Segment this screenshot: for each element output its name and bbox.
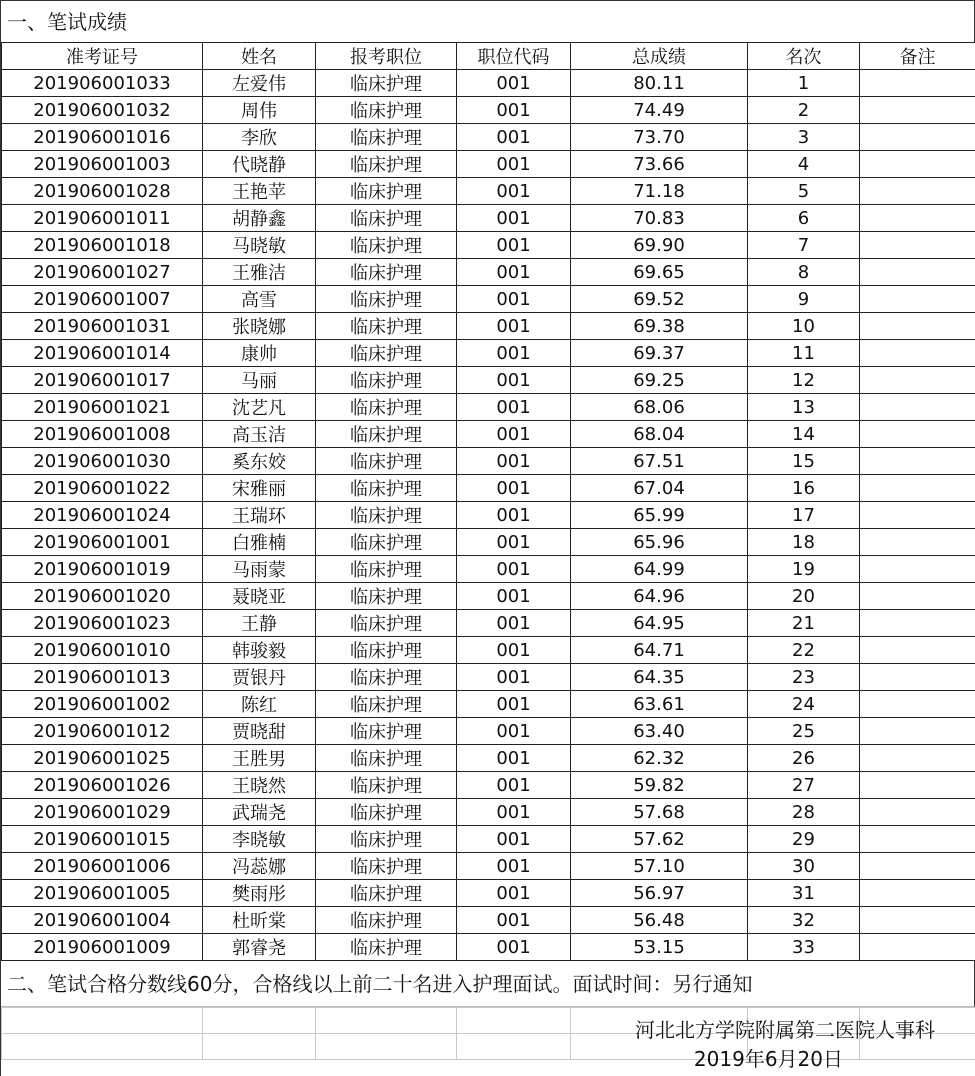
- table-row: [2, 583, 975, 610]
- cell-position-code[interactable]: 001: [457, 124, 571, 151]
- cell-exam-id[interactable]: 201906001023: [2, 610, 203, 637]
- cell-total-score[interactable]: 57.10: [571, 853, 748, 880]
- cell-position[interactable]: 临床护理: [316, 205, 457, 232]
- cell-rank[interactable]: 26: [748, 745, 860, 772]
- cell-position[interactable]: 临床护理: [316, 178, 457, 205]
- cell-exam-id[interactable]: 201906001009: [2, 934, 203, 961]
- table-row: [2, 529, 975, 556]
- cell-exam-id[interactable]: 201906001033: [2, 70, 203, 97]
- cell-position-code[interactable]: 001: [457, 313, 571, 340]
- cell-position-code[interactable]: 001: [457, 556, 571, 583]
- cell-position-code[interactable]: 001: [457, 799, 571, 826]
- cell-rank[interactable]: 6: [748, 205, 860, 232]
- cell-total-score[interactable]: 64.96: [571, 583, 748, 610]
- table-row: [2, 259, 975, 286]
- cell-remarks[interactable]: [860, 448, 975, 475]
- cell-exam-id[interactable]: 201906001011: [2, 205, 203, 232]
- cell-position-code[interactable]: 001: [457, 97, 571, 124]
- cell-remarks[interactable]: [860, 124, 975, 151]
- table-row: [2, 286, 975, 313]
- cell-position[interactable]: 临床护理: [316, 799, 457, 826]
- cell-remarks[interactable]: [860, 97, 975, 124]
- cell-remarks[interactable]: [860, 745, 975, 772]
- cell-exam-id[interactable]: 201906001031: [2, 313, 203, 340]
- cell-total-score[interactable]: 68.06: [571, 394, 748, 421]
- cell-rank[interactable]: 25: [748, 718, 860, 745]
- cell-remarks[interactable]: [860, 637, 975, 664]
- cell-position[interactable]: 临床护理: [316, 70, 457, 97]
- table-row: [2, 664, 975, 691]
- cell-remarks[interactable]: [860, 205, 975, 232]
- cell-position[interactable]: 临床护理: [316, 502, 457, 529]
- empty-cell[interactable]: [2, 1034, 203, 1060]
- cell-total-score[interactable]: 67.51: [571, 448, 748, 475]
- cell-position-code[interactable]: 001: [457, 745, 571, 772]
- cell-total-score[interactable]: 73.66: [571, 151, 748, 178]
- table-row: [2, 448, 975, 475]
- table-row: [2, 637, 975, 664]
- cell-position[interactable]: 临床护理: [316, 610, 457, 637]
- table-row: [2, 475, 975, 502]
- cell-name[interactable]: 陈红: [203, 691, 316, 718]
- table-row: [2, 70, 975, 97]
- cell-position[interactable]: 临床护理: [316, 556, 457, 583]
- empty-cell[interactable]: [457, 1034, 571, 1060]
- cell-remarks[interactable]: [860, 394, 975, 421]
- cell-remarks[interactable]: [860, 691, 975, 718]
- cell-exam-id[interactable]: 201906001032: [2, 97, 203, 124]
- cell-remarks[interactable]: [860, 232, 975, 259]
- cell-rank[interactable]: 1: [748, 70, 860, 97]
- cell-position-code[interactable]: 001: [457, 934, 571, 961]
- cell-rank[interactable]: 28: [748, 799, 860, 826]
- cell-total-score[interactable]: 69.52: [571, 286, 748, 313]
- cell-exam-id[interactable]: 201906001002: [2, 691, 203, 718]
- cell-remarks[interactable]: [860, 826, 975, 853]
- cell-total-score[interactable]: 68.04: [571, 421, 748, 448]
- cell-position-code[interactable]: 001: [457, 583, 571, 610]
- table-row: [2, 97, 975, 124]
- cell-name[interactable]: 杜昕棠: [203, 907, 316, 934]
- cell-exam-id[interactable]: 201906001019: [2, 556, 203, 583]
- cell-name[interactable]: 马丽: [203, 367, 316, 394]
- cell-name[interactable]: 马晓敏: [203, 232, 316, 259]
- cell-total-score[interactable]: 64.35: [571, 664, 748, 691]
- cell-exam-id[interactable]: 201906001013: [2, 664, 203, 691]
- cell-remarks[interactable]: [860, 475, 975, 502]
- table-row: [2, 826, 975, 853]
- cell-remarks[interactable]: [860, 502, 975, 529]
- cell-position-code[interactable]: 001: [457, 367, 571, 394]
- cell-position-code[interactable]: 001: [457, 151, 571, 178]
- cell-name[interactable]: 郭睿尧: [203, 934, 316, 961]
- cell-position-code[interactable]: 001: [457, 475, 571, 502]
- cell-name[interactable]: 王静: [203, 610, 316, 637]
- table-row: [2, 151, 975, 178]
- cell-position[interactable]: 临床护理: [316, 772, 457, 799]
- cell-name[interactable]: 白雅楠: [203, 529, 316, 556]
- cell-position[interactable]: 临床护理: [316, 151, 457, 178]
- table-row: [2, 718, 975, 745]
- column-header-total-score[interactable]: 总成绩: [571, 43, 748, 70]
- cell-rank[interactable]: 30: [748, 853, 860, 880]
- cell-exam-id[interactable]: 201906001018: [2, 232, 203, 259]
- cell-remarks[interactable]: [860, 799, 975, 826]
- cell-exam-id[interactable]: 201906001020: [2, 583, 203, 610]
- cell-exam-id[interactable]: 201906001005: [2, 880, 203, 907]
- cell-remarks[interactable]: [860, 772, 975, 799]
- cell-name[interactable]: 周伟: [203, 97, 316, 124]
- cell-total-score[interactable]: 65.99: [571, 502, 748, 529]
- cell-total-score[interactable]: 64.95: [571, 610, 748, 637]
- cell-name[interactable]: 王瑞环: [203, 502, 316, 529]
- table-row: [2, 610, 975, 637]
- cell-name[interactable]: 王雅洁: [203, 259, 316, 286]
- cell-rank[interactable]: 22: [748, 637, 860, 664]
- column-header-rank[interactable]: 名次: [748, 43, 860, 70]
- column-header-remarks[interactable]: 备注: [860, 43, 975, 70]
- cell-exam-id[interactable]: 201906001016: [2, 124, 203, 151]
- cell-position[interactable]: 临床护理: [316, 907, 457, 934]
- issuing-department: 河北北方学院附属第二医院人事科: [635, 1018, 935, 1042]
- table-header-row: [2, 43, 975, 70]
- cell-rank[interactable]: 32: [748, 907, 860, 934]
- cell-position[interactable]: 临床护理: [316, 286, 457, 313]
- cell-total-score[interactable]: 63.61: [571, 691, 748, 718]
- cell-position[interactable]: 临床护理: [316, 934, 457, 961]
- cell-position[interactable]: 临床护理: [316, 394, 457, 421]
- cell-position-code[interactable]: 001: [457, 232, 571, 259]
- table-row: [2, 907, 975, 934]
- cell-remarks[interactable]: [860, 880, 975, 907]
- cell-total-score[interactable]: 69.37: [571, 340, 748, 367]
- cell-total-score[interactable]: 56.97: [571, 880, 748, 907]
- cell-remarks[interactable]: [860, 610, 975, 637]
- cell-rank[interactable]: 4: [748, 151, 860, 178]
- empty-cell[interactable]: [203, 1034, 316, 1060]
- cell-remarks[interactable]: [860, 70, 975, 97]
- empty-cell[interactable]: [203, 1008, 316, 1034]
- cell-name[interactable]: 康帅: [203, 340, 316, 367]
- cell-remarks[interactable]: [860, 718, 975, 745]
- cell-remarks[interactable]: [860, 367, 975, 394]
- cell-name[interactable]: 李欣: [203, 124, 316, 151]
- cell-position-code[interactable]: 001: [457, 178, 571, 205]
- cell-remarks[interactable]: [860, 178, 975, 205]
- cell-remarks[interactable]: [860, 259, 975, 286]
- cell-name[interactable]: 胡静鑫: [203, 205, 316, 232]
- table-row: [2, 772, 975, 799]
- cell-position-code[interactable]: 001: [457, 664, 571, 691]
- cell-position[interactable]: 临床护理: [316, 232, 457, 259]
- cell-rank[interactable]: 7: [748, 232, 860, 259]
- cell-rank[interactable]: 14: [748, 421, 860, 448]
- cell-position-code[interactable]: 001: [457, 340, 571, 367]
- cell-rank[interactable]: 29: [748, 826, 860, 853]
- cell-position-code[interactable]: 001: [457, 610, 571, 637]
- cell-exam-id[interactable]: 201906001012: [2, 718, 203, 745]
- cell-exam-id[interactable]: 201906001025: [2, 745, 203, 772]
- scores-table: [1, 42, 975, 961]
- cell-exam-id[interactable]: 201906001004: [2, 907, 203, 934]
- cell-name[interactable]: 王艳苹: [203, 178, 316, 205]
- cell-remarks[interactable]: [860, 313, 975, 340]
- cell-total-score[interactable]: 80.11: [571, 70, 748, 97]
- cell-exam-id[interactable]: 201906001026: [2, 772, 203, 799]
- cell-remarks[interactable]: [860, 853, 975, 880]
- table-row: [2, 934, 975, 961]
- cell-name[interactable]: 樊雨彤: [203, 880, 316, 907]
- cell-exam-id[interactable]: 201906001021: [2, 394, 203, 421]
- cell-name[interactable]: 左爱伟: [203, 70, 316, 97]
- cell-rank[interactable]: 24: [748, 691, 860, 718]
- empty-cell[interactable]: [316, 1034, 457, 1060]
- cell-exam-id[interactable]: 201906001014: [2, 340, 203, 367]
- cell-remarks[interactable]: [860, 934, 975, 961]
- table-row: [2, 205, 975, 232]
- cell-position[interactable]: 临床护理: [316, 448, 457, 475]
- cell-total-score[interactable]: 70.83: [571, 205, 748, 232]
- cell-position-code[interactable]: 001: [457, 826, 571, 853]
- cell-rank[interactable]: 23: [748, 664, 860, 691]
- cell-name[interactable]: 王胜男: [203, 745, 316, 772]
- cell-total-score[interactable]: 69.90: [571, 232, 748, 259]
- column-header-position[interactable]: 报考职位: [316, 43, 457, 70]
- cell-position-code[interactable]: 001: [457, 502, 571, 529]
- cell-position[interactable]: 临床护理: [316, 259, 457, 286]
- cell-position[interactable]: 临床护理: [316, 421, 457, 448]
- cell-remarks[interactable]: [860, 421, 975, 448]
- cell-rank[interactable]: 10: [748, 313, 860, 340]
- cell-position-code[interactable]: 001: [457, 907, 571, 934]
- cell-position[interactable]: 临床护理: [316, 367, 457, 394]
- cell-position[interactable]: 临床护理: [316, 691, 457, 718]
- cell-name[interactable]: 贾银丹: [203, 664, 316, 691]
- cell-exam-id[interactable]: 201906001024: [2, 502, 203, 529]
- cell-position-code[interactable]: 001: [457, 421, 571, 448]
- cell-position[interactable]: 临床护理: [316, 718, 457, 745]
- cell-name[interactable]: 冯蕊娜: [203, 853, 316, 880]
- cell-exam-id[interactable]: 201906001027: [2, 259, 203, 286]
- cell-position-code[interactable]: 001: [457, 394, 571, 421]
- table-row: [2, 745, 975, 772]
- table-row: [2, 880, 975, 907]
- cell-position[interactable]: 临床护理: [316, 826, 457, 853]
- cell-name[interactable]: 武瑞尧: [203, 799, 316, 826]
- cell-rank[interactable]: 11: [748, 340, 860, 367]
- cell-total-score[interactable]: 59.82: [571, 772, 748, 799]
- cell-rank[interactable]: 17: [748, 502, 860, 529]
- cell-remarks[interactable]: [860, 340, 975, 367]
- cell-position[interactable]: 临床护理: [316, 880, 457, 907]
- cell-total-score[interactable]: 53.15: [571, 934, 748, 961]
- cell-total-score[interactable]: 57.62: [571, 826, 748, 853]
- cell-total-score[interactable]: 64.71: [571, 637, 748, 664]
- cell-rank[interactable]: 15: [748, 448, 860, 475]
- cell-name[interactable]: 宋雅丽: [203, 475, 316, 502]
- table-row: [2, 232, 975, 259]
- cell-rank[interactable]: 21: [748, 610, 860, 637]
- cell-total-score[interactable]: 56.48: [571, 907, 748, 934]
- cell-remarks[interactable]: [860, 556, 975, 583]
- cell-total-score[interactable]: 69.38: [571, 313, 748, 340]
- table-row: [2, 178, 975, 205]
- cell-exam-id[interactable]: 201906001017: [2, 367, 203, 394]
- cell-exam-id[interactable]: 201906001003: [2, 151, 203, 178]
- cell-rank[interactable]: 20: [748, 583, 860, 610]
- cell-remarks[interactable]: [860, 664, 975, 691]
- column-header-position-code[interactable]: 职位代码: [457, 43, 571, 70]
- cell-exam-id[interactable]: 201906001015: [2, 826, 203, 853]
- table-row: [2, 367, 975, 394]
- cell-total-score[interactable]: 67.04: [571, 475, 748, 502]
- cell-name[interactable]: 奚东姣: [203, 448, 316, 475]
- section-title-written-scores: 一、笔试成绩: [1, 0, 975, 42]
- cell-position[interactable]: 临床护理: [316, 313, 457, 340]
- cell-exam-id[interactable]: 201906001022: [2, 475, 203, 502]
- table-row: [2, 502, 975, 529]
- cell-total-score[interactable]: 57.68: [571, 799, 748, 826]
- cell-total-score[interactable]: 73.70: [571, 124, 748, 151]
- cell-rank[interactable]: 9: [748, 286, 860, 313]
- cell-position[interactable]: 临床护理: [316, 340, 457, 367]
- column-header-exam-id[interactable]: 准考证号: [2, 43, 203, 70]
- table-row: [2, 340, 975, 367]
- cell-name[interactable]: 高雪: [203, 286, 316, 313]
- cell-remarks[interactable]: [860, 151, 975, 178]
- empty-cell[interactable]: [2, 1008, 203, 1034]
- table-row: [2, 394, 975, 421]
- cell-position-code[interactable]: 001: [457, 691, 571, 718]
- cell-position-code[interactable]: 001: [457, 637, 571, 664]
- cell-rank[interactable]: 2: [748, 97, 860, 124]
- cell-position[interactable]: 临床护理: [316, 97, 457, 124]
- cell-total-score[interactable]: 64.99: [571, 556, 748, 583]
- cell-total-score[interactable]: 69.65: [571, 259, 748, 286]
- cell-position-code[interactable]: 001: [457, 880, 571, 907]
- table-row: [2, 853, 975, 880]
- cell-name[interactable]: 张晓娜: [203, 313, 316, 340]
- cell-name[interactable]: 马雨蒙: [203, 556, 316, 583]
- cell-position[interactable]: 临床护理: [316, 745, 457, 772]
- cell-rank[interactable]: 12: [748, 367, 860, 394]
- cell-exam-id[interactable]: 201906001007: [2, 286, 203, 313]
- cell-position-code[interactable]: 001: [457, 529, 571, 556]
- cell-position-code[interactable]: 001: [457, 853, 571, 880]
- cell-position[interactable]: 临床护理: [316, 664, 457, 691]
- cell-position-code[interactable]: 001: [457, 772, 571, 799]
- cell-position[interactable]: 临床护理: [316, 124, 457, 151]
- table-row: [2, 691, 975, 718]
- table-row: [2, 313, 975, 340]
- cell-position-code[interactable]: 001: [457, 448, 571, 475]
- cell-total-score[interactable]: 69.25: [571, 367, 748, 394]
- cell-name[interactable]: 王晓然: [203, 772, 316, 799]
- cell-position[interactable]: 临床护理: [316, 637, 457, 664]
- cell-exam-id[interactable]: 201906001006: [2, 853, 203, 880]
- cell-position[interactable]: 临床护理: [316, 853, 457, 880]
- cell-exam-id[interactable]: 201906001008: [2, 421, 203, 448]
- cell-name[interactable]: 韩骏毅: [203, 637, 316, 664]
- issue-date: 2019年6月20日: [693, 1047, 843, 1071]
- cell-exam-id[interactable]: 201906001028: [2, 178, 203, 205]
- cell-remarks[interactable]: [860, 529, 975, 556]
- cell-name[interactable]: 代晓静: [203, 151, 316, 178]
- cell-position-code[interactable]: 001: [457, 205, 571, 232]
- cell-rank[interactable]: 33: [748, 934, 860, 961]
- cell-name[interactable]: 贾晓甜: [203, 718, 316, 745]
- cell-exam-id[interactable]: 201906001030: [2, 448, 203, 475]
- section-note-interview: 二、笔试合格分数线60分，合格线以上前二十名进入护理面试。面试时间：另行通知: [1, 961, 975, 1007]
- cell-total-score[interactable]: 74.49: [571, 97, 748, 124]
- cell-rank[interactable]: 27: [748, 772, 860, 799]
- cell-remarks[interactable]: [860, 907, 975, 934]
- cell-position-code[interactable]: 001: [457, 259, 571, 286]
- cell-rank[interactable]: 8: [748, 259, 860, 286]
- cell-position-code[interactable]: 001: [457, 70, 571, 97]
- cell-position-code[interactable]: 001: [457, 718, 571, 745]
- cell-total-score[interactable]: 63.40: [571, 718, 748, 745]
- cell-exam-id[interactable]: 201906001001: [2, 529, 203, 556]
- cell-exam-id[interactable]: 201906001010: [2, 637, 203, 664]
- cell-total-score[interactable]: 62.32: [571, 745, 748, 772]
- cell-rank[interactable]: 31: [748, 880, 860, 907]
- cell-rank[interactable]: 13: [748, 394, 860, 421]
- cell-name[interactable]: 聂晓亚: [203, 583, 316, 610]
- cell-rank[interactable]: 5: [748, 178, 860, 205]
- table-row: [2, 421, 975, 448]
- scores-table-body: [2, 70, 975, 961]
- column-header-name[interactable]: 姓名: [203, 43, 316, 70]
- cell-position[interactable]: 临床护理: [316, 583, 457, 610]
- cell-rank[interactable]: 19: [748, 556, 860, 583]
- cell-name[interactable]: 沈艺凡: [203, 394, 316, 421]
- cell-name[interactable]: 高玉洁: [203, 421, 316, 448]
- cell-position[interactable]: 临床护理: [316, 529, 457, 556]
- cell-rank[interactable]: 16: [748, 475, 860, 502]
- cell-rank[interactable]: 3: [748, 124, 860, 151]
- cell-remarks[interactable]: [860, 286, 975, 313]
- cell-total-score[interactable]: 71.18: [571, 178, 748, 205]
- cell-total-score[interactable]: 65.96: [571, 529, 748, 556]
- cell-rank[interactable]: 18: [748, 529, 860, 556]
- cell-position[interactable]: 临床护理: [316, 475, 457, 502]
- cell-position-code[interactable]: 001: [457, 286, 571, 313]
- empty-cell[interactable]: [316, 1008, 457, 1034]
- cell-exam-id[interactable]: 201906001029: [2, 799, 203, 826]
- cell-name[interactable]: 李晓敏: [203, 826, 316, 853]
- table-row: [2, 556, 975, 583]
- table-row: [2, 799, 975, 826]
- cell-remarks[interactable]: [860, 583, 975, 610]
- table-row: [2, 124, 975, 151]
- empty-cell[interactable]: [457, 1008, 571, 1034]
- signature-block: [635, 1016, 935, 1074]
